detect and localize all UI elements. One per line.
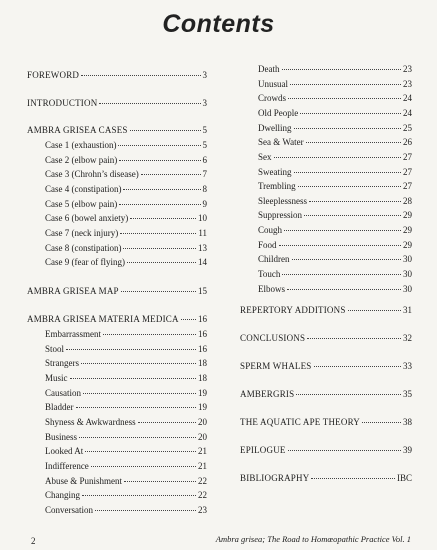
- toc-page-number: 7: [202, 169, 207, 179]
- toc-page-number: 24: [403, 108, 412, 118]
- toc-page-number: 3: [202, 98, 207, 108]
- toc-entry-title: Food: [258, 240, 277, 250]
- toc-section-entry: [240, 361, 412, 372]
- toc-entry-title: Abuse & Punishment: [45, 476, 123, 486]
- toc-entry-title: Death: [258, 64, 280, 74]
- toc-page-number: 27: [403, 181, 412, 191]
- toc-subentry: [27, 344, 207, 355]
- toc-entry-title: Sleeplessness: [258, 196, 307, 206]
- footer-running-title: Ambra grisea; The Road to Homœopathic Practice Vol. 1: [215, 534, 411, 544]
- toc-page-number: 16: [198, 344, 207, 354]
- dot-leader: [138, 422, 196, 423]
- toc-page-number: 22: [198, 490, 207, 500]
- toc-page-number: 31: [403, 305, 412, 315]
- dot-leader: [300, 113, 401, 114]
- dot-leader: [123, 189, 200, 190]
- toc-page-number: 32: [403, 333, 412, 343]
- toc-page-number: 38: [403, 417, 412, 427]
- dot-leader: [81, 363, 196, 364]
- toc-entry-title: Case 8 (constipation): [45, 243, 122, 253]
- toc-page-number: 27: [403, 167, 412, 177]
- toc-subentry: [27, 155, 207, 166]
- dot-leader: [76, 407, 197, 408]
- toc-entry-title: Stool: [45, 344, 65, 354]
- toc-page-number: 29: [403, 210, 412, 220]
- dot-leader: [81, 75, 200, 76]
- dot-leader: [298, 186, 401, 187]
- toc-entry-title: Case 7 (neck injury): [45, 228, 119, 238]
- toc-subentry: [240, 181, 412, 192]
- dot-leader: [103, 334, 196, 335]
- toc-page-number: 19: [198, 388, 207, 398]
- toc-page-number: 24: [403, 93, 412, 103]
- toc-page-number: IBC: [396, 473, 412, 483]
- toc-section-entry: [27, 70, 207, 81]
- dot-leader: [79, 437, 196, 438]
- dot-leader: [284, 230, 401, 231]
- dot-leader: [307, 338, 401, 339]
- toc-page-number: 20: [198, 417, 207, 427]
- dot-leader: [309, 201, 401, 202]
- toc-page-number: 20: [198, 432, 207, 442]
- dot-leader: [274, 157, 402, 158]
- toc-entry-title: Embarrassment: [45, 329, 101, 339]
- toc-entry-title: Case 5 (elbow pain): [45, 199, 118, 209]
- toc-subentry: [27, 402, 207, 413]
- toc-page-number: 10: [198, 213, 207, 223]
- toc-entry-title: AMBERGRIS: [240, 389, 295, 399]
- dot-leader: [181, 319, 196, 320]
- dot-leader: [66, 349, 196, 350]
- dot-leader: [314, 366, 402, 367]
- toc-subentry: [27, 446, 207, 457]
- dot-leader: [288, 98, 401, 99]
- toc-section-entry: [240, 473, 412, 484]
- footer-page-number: 2: [31, 536, 36, 546]
- toc-page-number: 18: [198, 358, 207, 368]
- toc-subentry: [27, 432, 207, 443]
- dot-leader: [95, 510, 196, 511]
- toc-subentry: [27, 417, 207, 428]
- toc-subentry: [27, 329, 207, 340]
- toc-subentry: [27, 213, 207, 224]
- dot-leader: [282, 69, 402, 70]
- toc-page-number: 30: [403, 254, 412, 264]
- dot-leader: [290, 84, 401, 85]
- toc-subentry: [240, 123, 412, 134]
- toc-entry-title: Case 3 (Chrohn’s disease): [45, 169, 139, 179]
- toc-section-entry: [27, 98, 207, 109]
- toc-page-number: 29: [403, 240, 412, 250]
- toc-entry-title: AMBRA GRISEA MAP: [27, 286, 119, 296]
- toc-entry-title: Case 6 (bowel anxiety): [45, 213, 129, 223]
- toc-page-number: 6: [202, 155, 207, 165]
- toc-subentry: [240, 225, 412, 236]
- dot-leader: [294, 128, 402, 129]
- toc-entry-title: Case 1 (exhaustion): [45, 140, 117, 150]
- toc-entry-title: Elbows: [258, 284, 285, 294]
- toc-page-number: 23: [403, 79, 412, 89]
- dot-leader: [141, 174, 201, 175]
- toc-page-number: 8: [202, 184, 207, 194]
- toc-page-number: 15: [198, 286, 207, 296]
- toc-page-number: 25: [403, 123, 412, 133]
- toc-section-entry: [240, 445, 412, 456]
- toc-page-number: 19: [198, 402, 207, 412]
- toc-subentry: [27, 358, 207, 369]
- toc-page-number: 22: [198, 476, 207, 486]
- toc-page-number: 16: [198, 329, 207, 339]
- toc-subentry: [27, 373, 207, 384]
- toc-subentry: [27, 388, 207, 399]
- toc-entry-title: Trembling: [258, 181, 296, 191]
- toc-page-number: 23: [198, 505, 207, 515]
- toc-section-entry: [240, 305, 412, 316]
- toc-page-number: 3: [202, 70, 207, 80]
- toc-section-entry: [240, 333, 412, 344]
- toc-entry-title: Suppression: [258, 210, 303, 220]
- page-title: Contents: [162, 10, 275, 38]
- toc-entry-title: Looked At: [45, 446, 84, 456]
- toc-entry-title: Strangers: [45, 358, 79, 368]
- dot-leader: [296, 394, 401, 395]
- toc-section-entry: [240, 417, 412, 428]
- toc-subentry: [240, 196, 412, 207]
- dot-leader: [294, 172, 402, 173]
- toc-entry-title: BIBLIOGRAPHY: [240, 473, 310, 483]
- toc-entry-title: Children: [258, 254, 290, 264]
- toc-entry-title: Case 4 (constipation): [45, 184, 122, 194]
- toc-entry-title: Unusual: [258, 79, 288, 89]
- toc-entry-title: Sex: [258, 152, 272, 162]
- dot-leader: [83, 393, 196, 394]
- toc-entry-title: Crowds: [258, 93, 287, 103]
- dot-leader: [124, 481, 196, 482]
- toc-entry-title: Old People: [258, 108, 299, 118]
- toc-entry-title: Music: [45, 373, 68, 383]
- dot-leader: [348, 310, 401, 311]
- dot-leader: [91, 466, 196, 467]
- toc-entry-title: Sea & Water: [258, 137, 304, 147]
- toc-page-number: 9: [202, 199, 207, 209]
- toc-subentry: [240, 284, 412, 295]
- toc-subentry: [27, 228, 207, 239]
- toc-subentry: [27, 169, 207, 180]
- toc-entry-title: AMBRA GRISEA CASES: [27, 125, 128, 135]
- toc-entry-title: Cough: [258, 225, 283, 235]
- toc-page-number: 30: [403, 284, 412, 294]
- toc-page-number: 5: [202, 140, 207, 150]
- toc-entry-title: Case 9 (fear of flying): [45, 257, 125, 267]
- toc-page-number: 14: [198, 257, 207, 267]
- toc-subentry: [240, 152, 412, 163]
- dot-leader: [282, 274, 401, 275]
- toc-page-number: 29: [403, 225, 412, 235]
- toc-entry-title: CONCLUSIONS: [240, 333, 306, 343]
- toc-page-number: 39: [403, 445, 412, 455]
- toc-subentry: [27, 476, 207, 487]
- toc-entry-title: FOREWORD: [27, 70, 80, 80]
- dot-leader: [127, 262, 196, 263]
- toc-entry-title: THE AQUATIC APE THEORY: [240, 417, 360, 427]
- toc-subentry: [27, 505, 207, 516]
- toc-subentry: [27, 140, 207, 151]
- toc-page-number: 26: [403, 137, 412, 147]
- toc-subentry: [240, 254, 412, 265]
- toc-page-number: 27: [403, 152, 412, 162]
- toc-entry-title: Changing: [45, 490, 80, 500]
- toc-entry-title: Case 2 (elbow pain): [45, 155, 118, 165]
- dot-leader: [120, 233, 196, 234]
- toc-subentry: [240, 167, 412, 178]
- toc-section-entry: [240, 389, 412, 400]
- toc-page-number: 13: [198, 243, 207, 253]
- toc-page-number: 5: [202, 125, 207, 135]
- toc-section-entry: [27, 125, 207, 136]
- toc-subentry: [240, 79, 412, 90]
- toc-entry-title: Business: [45, 432, 78, 442]
- toc-subentry: [27, 184, 207, 195]
- dot-leader: [70, 378, 197, 379]
- toc-page-number: 28: [403, 196, 412, 206]
- toc-subentry: [27, 461, 207, 472]
- toc-subentry: [27, 257, 207, 268]
- toc-entry-title: Sweating: [258, 167, 292, 177]
- dot-leader: [130, 218, 196, 219]
- dot-leader: [362, 422, 401, 423]
- toc-entry-title: Causation: [45, 388, 81, 398]
- toc-entry-title: Shyness & Awkwardness: [45, 417, 136, 427]
- toc-subentry: [27, 199, 207, 210]
- toc-subentry: [240, 240, 412, 251]
- dot-leader: [85, 451, 196, 452]
- toc-page-number: 23: [403, 64, 412, 74]
- toc-page-number: 11: [198, 228, 207, 238]
- toc-entry-title: Conversation: [45, 505, 93, 515]
- toc-page-number: 35: [403, 389, 412, 399]
- toc-section-entry: [27, 286, 207, 297]
- toc-page-number: 16: [198, 314, 207, 324]
- dot-leader: [292, 259, 402, 260]
- dot-leader: [123, 248, 196, 249]
- dot-leader: [304, 215, 401, 216]
- toc-subentry: [240, 93, 412, 104]
- dot-leader: [306, 142, 401, 143]
- dot-leader: [288, 450, 401, 451]
- toc-subentry: [240, 64, 412, 75]
- toc-page-number: 18: [198, 373, 207, 383]
- toc-page-number: 30: [403, 269, 412, 279]
- toc-entry-title: AMBRA GRISEA MATERIA MEDICA: [27, 314, 179, 324]
- dot-leader: [118, 145, 200, 146]
- toc-entry-title: Bladder: [45, 402, 74, 412]
- toc-entry-title: INTRODUCTION: [27, 98, 98, 108]
- toc-subentry: [240, 108, 412, 119]
- toc-entry-title: EPILOGUE: [240, 445, 286, 455]
- toc-entry-title: Indifference: [45, 461, 89, 471]
- dot-leader: [119, 204, 200, 205]
- toc-page-number: 21: [198, 446, 207, 456]
- toc-subentry: [240, 269, 412, 280]
- dot-leader: [119, 160, 200, 161]
- toc-page-number: 33: [403, 361, 412, 371]
- toc-subentry: [27, 490, 207, 501]
- toc-page-number: 21: [198, 461, 207, 471]
- dot-leader: [121, 291, 196, 292]
- dot-leader: [130, 130, 201, 131]
- toc-subentry: [240, 210, 412, 221]
- dot-leader: [287, 289, 401, 290]
- toc-subentry: [240, 137, 412, 148]
- toc-entry-title: Dwelling: [258, 123, 292, 133]
- dot-leader: [279, 245, 401, 246]
- dot-leader: [99, 103, 200, 104]
- toc-section-entry: [27, 314, 207, 325]
- toc-entry-title: Touch: [258, 269, 281, 279]
- toc-subentry: [27, 243, 207, 254]
- toc-entry-title: SPERM WHALES: [240, 361, 312, 371]
- dot-leader: [82, 495, 196, 496]
- dot-leader: [311, 478, 395, 479]
- toc-entry-title: REPERTORY ADDITIONS: [240, 305, 346, 315]
